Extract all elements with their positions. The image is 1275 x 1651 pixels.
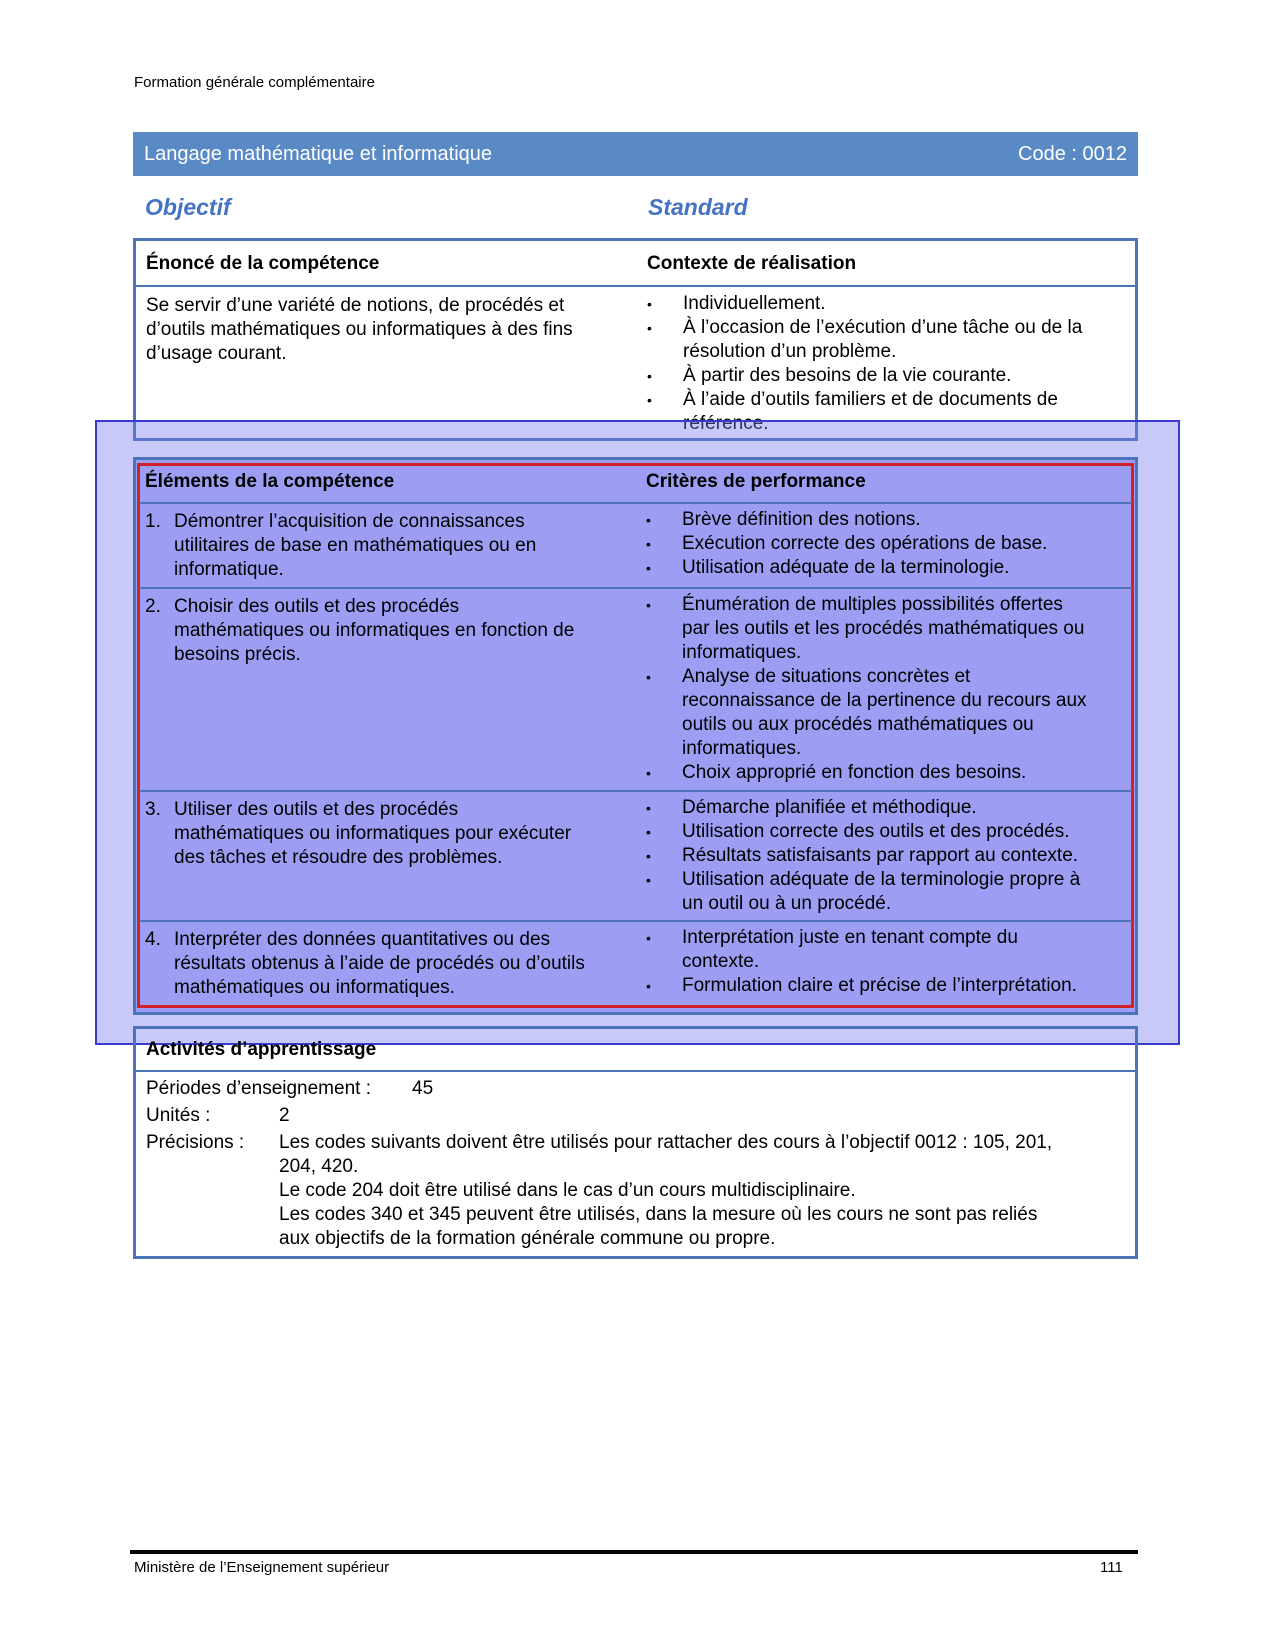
periods-label: Périodes d’enseignement : xyxy=(146,1078,371,1099)
element-number: 1. xyxy=(145,511,161,532)
bullet-icon: • xyxy=(646,848,651,864)
bullet-icon xyxy=(646,713,682,737)
list-item: • À partir des besoins de la vie courante. xyxy=(647,365,1012,386)
bullet-icon xyxy=(646,689,682,713)
element-text: Choisir des outils et des procédés mathématiques ou informatiques en fonction de besoins précis. xyxy=(174,596,575,665)
row-divider xyxy=(139,920,1132,922)
list-item: • À l’occasion de l’exécution d’une tâche ou de la xyxy=(647,317,1083,338)
element-text: Interpréter des données quantitatives ou des résultats obtenus à l’aide de procédés ou d’outils mathématiques ou informatiques. xyxy=(174,929,585,998)
footer-ministry: Ministère de l’Enseignement supérieur xyxy=(134,1559,390,1576)
bullet-icon xyxy=(646,892,682,916)
course-code: Code : 0012 xyxy=(1018,143,1127,165)
bullet-icon: • xyxy=(646,512,651,528)
list-item: référence. xyxy=(647,412,1082,436)
units-value: 2 xyxy=(279,1105,290,1126)
bullet-icon: • xyxy=(646,800,651,816)
details-text: Les codes suivants doivent être utilisés pour rattacher des cours à l’objectif 0012 : 105, 201, 204, 420. Le code 204 doit être utilisé dans le cas d’un cours multidisciplinaire. Les codes 340 et 345 peuvent être utilisés, dans la mesure où les cours ne sont pas reliés aux objectifs de la formation générale commune ou propre. xyxy=(279,1132,1053,1249)
bullet-icon xyxy=(646,641,682,665)
bullet-icon: • xyxy=(646,597,651,613)
list-item: • Formulation claire et précise de l’interprétation. xyxy=(646,975,1077,996)
bullet-icon xyxy=(646,950,682,974)
bullet-icon: • xyxy=(646,669,651,685)
section-standard: Standard xyxy=(648,194,748,220)
list-item: • Utilisation correcte des outils et des procédés. xyxy=(646,821,1070,842)
elements-header-divider xyxy=(139,502,1132,504)
list-item: • Exécution correcte des opérations de base. xyxy=(646,533,1048,554)
statement-line: d’outils mathématiques ou informatiques à des fins xyxy=(146,319,573,340)
bullet-icon: • xyxy=(646,930,651,946)
context-list xyxy=(647,292,1082,436)
statement-line: d’usage courant. xyxy=(146,343,287,364)
bullet-icon: • xyxy=(646,978,651,994)
bullet-icon: • xyxy=(647,296,652,312)
statement-line: Se servir d’une variété de notions, de procédés et xyxy=(146,295,565,316)
element-text: Démontrer l’acquisition de connaissances utilitaires de base en mathématiques ou en informatique. xyxy=(174,511,537,580)
list-item: informatiques. xyxy=(646,641,1087,665)
table-row xyxy=(145,595,574,667)
activities-header-divider xyxy=(136,1070,1135,1072)
list-item: • Utilisation adéquate de la terminologie. xyxy=(646,557,1010,578)
activities-header: Activités d’apprentissage xyxy=(146,1039,377,1060)
criteria-list xyxy=(646,593,1087,785)
title-bar xyxy=(133,132,1138,176)
list-item: • Analyse de situations concrètes et xyxy=(646,666,971,687)
element-number: 2. xyxy=(145,596,161,617)
course-title: Langage mathématique et informatique xyxy=(144,143,493,165)
bullet-icon: • xyxy=(646,824,651,840)
list-item: • Brève définition des notions. xyxy=(646,509,921,530)
document-header: Formation générale complémentaire xyxy=(134,74,375,91)
criteria-list xyxy=(646,926,1077,998)
list-item: résolution d’un problème. xyxy=(647,340,1082,364)
section-objectif: Objectif xyxy=(145,194,231,220)
competence-statement-header: Énoncé de la compétence xyxy=(146,253,380,274)
list-item: par les outils et les procédés mathématiques ou xyxy=(646,617,1087,641)
competence-box xyxy=(133,238,1138,441)
units-label: Unités : xyxy=(146,1105,211,1126)
list-item: • À l’aide d’outils familiers et de documents de xyxy=(647,389,1058,410)
page-number: 111 xyxy=(1100,1559,1123,1576)
bullet-icon xyxy=(646,617,682,641)
criteria-header: Critères de performance xyxy=(646,471,866,492)
bullet-icon: • xyxy=(647,320,652,336)
list-item: contexte. xyxy=(646,950,1077,974)
element-text: Utiliser des outils et des procédés mathématiques ou informatiques pour exécuter des tâches et résoudre des problèmes. xyxy=(174,799,572,868)
list-item: • Utilisation adéquate de la terminologie propre à xyxy=(646,869,1081,890)
criteria-list xyxy=(646,508,1047,580)
row-divider xyxy=(139,587,1132,589)
list-item: un outil ou à un procédé. xyxy=(646,892,1080,916)
table-row xyxy=(145,510,536,582)
list-item: informatiques. xyxy=(646,737,1087,761)
competence-statement xyxy=(146,294,573,366)
table-row xyxy=(145,798,571,870)
details-label: Précisions : xyxy=(146,1132,245,1153)
bullet-icon: • xyxy=(646,872,651,888)
bullet-icon xyxy=(646,737,682,761)
bullet-icon: • xyxy=(647,392,652,408)
bullet-icon: • xyxy=(646,560,651,576)
list-item: • Démarche planifiée et méthodique. xyxy=(646,797,977,818)
row-divider xyxy=(139,790,1132,792)
competence-header-divider xyxy=(136,285,1135,287)
periods-value: 45 xyxy=(412,1078,434,1099)
list-item: reconnaissance de la pertinence du recours aux xyxy=(646,689,1087,713)
footer-rule xyxy=(130,1550,1138,1554)
list-item: • Choix approprié en fonction des besoins. xyxy=(646,762,1027,783)
elements-header: Éléments de la compétence xyxy=(145,471,395,492)
list-item: • Individuellement. xyxy=(647,293,826,314)
list-item: • Résultats satisfaisants par rapport au contexte. xyxy=(646,845,1079,866)
element-number: 3. xyxy=(145,799,161,820)
list-item: • Interprétation juste en tenant compte du xyxy=(646,927,1018,948)
criteria-list xyxy=(646,796,1080,916)
list-item: outils ou aux procédés mathématiques ou xyxy=(646,713,1087,737)
bullet-icon: • xyxy=(646,536,651,552)
activities-box xyxy=(133,1026,1138,1259)
bullet-icon: • xyxy=(647,368,652,384)
bullet-icon: • xyxy=(646,765,651,781)
bullet-icon xyxy=(647,340,683,364)
table-row xyxy=(145,928,585,1000)
element-number: 4. xyxy=(145,929,161,950)
context-header: Contexte de réalisation xyxy=(647,253,857,274)
list-item: • Énumération de multiples possibilités offertes xyxy=(646,594,1063,615)
